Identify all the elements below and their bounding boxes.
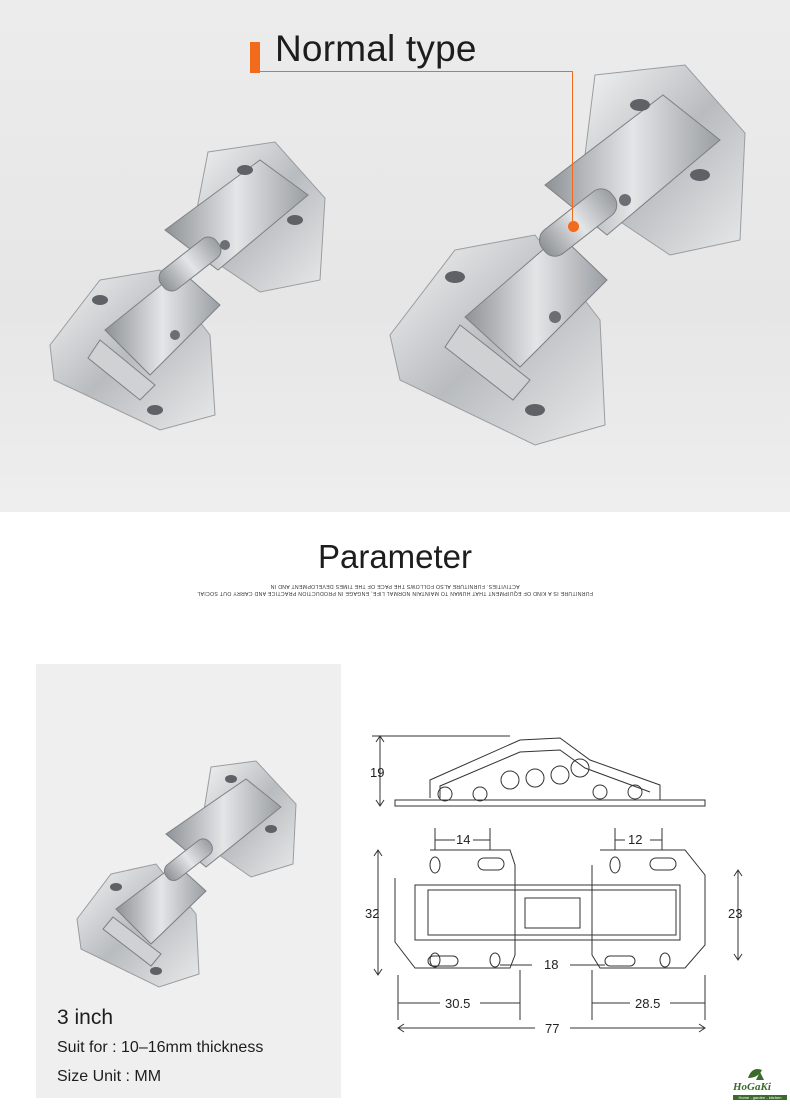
brand-name: HoGaKi — [733, 1081, 771, 1093]
dim-right-width: 28.5 — [635, 996, 661, 1011]
mirrored-caption: FURNITURE IS A KIND OF EQUIPMENT THAT HUMAN TO MAINTAIN NORMAL LIFE, ENGAGE IN PRODUCTION PRACTICE AND CARRY OUT SOCIAL ACTIVITIES. FURNITURE ALSO FOLLOWS THE PACE OF THE TIMES DEVELOPMENT AND IN — [197, 583, 593, 596]
product-unit: Size Unit : MM — [57, 1068, 162, 1085]
accent-bar — [250, 42, 260, 73]
hinge-photo-product — [71, 759, 311, 999]
section-title: Parameter — [317, 538, 473, 575]
hinge-photo-right — [385, 55, 755, 455]
dim-hole-left: 14 — [456, 832, 471, 847]
dim-right-height: 23 — [728, 906, 743, 921]
brand-tagline: Home - garden - kitchen — [733, 1095, 787, 1100]
dim-center: 18 — [544, 957, 559, 972]
dimension-diagram — [360, 720, 760, 1050]
dim-left-width: 30.5 — [445, 996, 471, 1011]
hero-title: Normal type — [275, 28, 477, 69]
product-size: 3 inch — [57, 1006, 114, 1029]
callout-dot — [568, 221, 579, 232]
dim-left-height: 32 — [365, 906, 380, 921]
dim-hole-right: 12 — [628, 832, 643, 847]
product-panel — [36, 664, 341, 1098]
dim-total: 77 — [545, 1021, 560, 1036]
callout-line-vertical — [572, 71, 573, 221]
dim-height: 19 — [370, 765, 385, 780]
product-suit: Suit for : 10–16mm thickness — [57, 1039, 264, 1056]
callout-line — [260, 71, 572, 72]
hero-banner — [0, 0, 790, 512]
hinge-photo-left — [40, 130, 340, 450]
